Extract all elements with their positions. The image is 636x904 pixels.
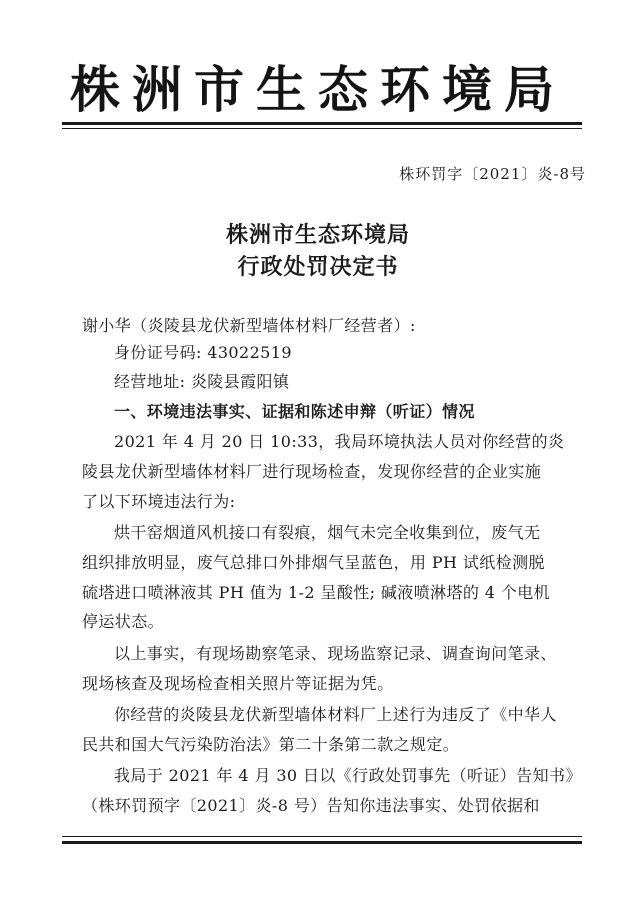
footer-rule-thick xyxy=(62,841,582,844)
paragraph-line: 了以下环境违法行为: xyxy=(82,492,236,511)
paragraph-line: 你经营的炎陵县龙伏新型墙体材料厂上述行为违反了《中华人 xyxy=(114,705,557,724)
paragraph-line: （株环罚预字〔2021〕炎-8 号）告知你违法事实、处罚依据和 xyxy=(82,796,540,815)
header-rule-thick xyxy=(62,122,582,125)
paragraph-line: 现场核查及现场检查相关照片等证据为凭。 xyxy=(82,674,394,693)
party-name: 谢小华（炎陵县龙伏新型墙体材料厂经营者）: xyxy=(82,316,416,335)
section-heading: 一、环境违法事实、证据和陈述申辩（听证）情况 xyxy=(114,402,475,421)
paragraph-line: 2021 年 4 月 20 日 10:33，我局环境执法人员对你经营的炎 xyxy=(114,432,565,451)
paragraph-line: 组织排放明显，废气总排口外排烟气呈蓝色，用 PH 试纸检测脱 xyxy=(82,553,545,572)
header-rule-thin xyxy=(62,128,582,129)
paragraph-line: 陵县龙伏新型墙体材料厂进行现场检查，发现你经营的企业实施 xyxy=(82,462,542,481)
paragraph-line: 停运状态。 xyxy=(82,612,165,631)
document-title-line1: 株洲市生态环境局 xyxy=(225,222,410,248)
footer-rule-thin xyxy=(62,836,582,837)
paragraph-line: 以上事实，有现场勘察笔录、现场监察记录、调查询问笔录、 xyxy=(114,644,557,663)
document-title-line2: 行政处罚决定书 xyxy=(237,254,399,280)
document-number: 株环罚字〔2021〕炎-8号 xyxy=(399,165,586,183)
org-header: 株洲市生态环境局 xyxy=(70,61,566,119)
paragraph-line: 民共和国大气污染防治法》第二十条第二款之规定。 xyxy=(82,735,460,754)
paragraph-line: 烘干窑烟道风机接口有裂痕，烟气未完全收集到位，废气无 xyxy=(114,523,541,542)
paragraph-line: 我局于 2021 年 4 月 30 日以《行政处罚事先（听证）告知书》 xyxy=(114,766,582,785)
id-card-number: 身份证号码: 43022519 xyxy=(114,343,292,362)
paragraph-line: 硫塔进口喷淋液其 PH 值为 1-2 呈酸性; 碱液喷淋塔的 4 个电机 xyxy=(82,583,551,602)
business-address: 经营地址: 炎陵县霞阳镇 xyxy=(114,372,290,391)
